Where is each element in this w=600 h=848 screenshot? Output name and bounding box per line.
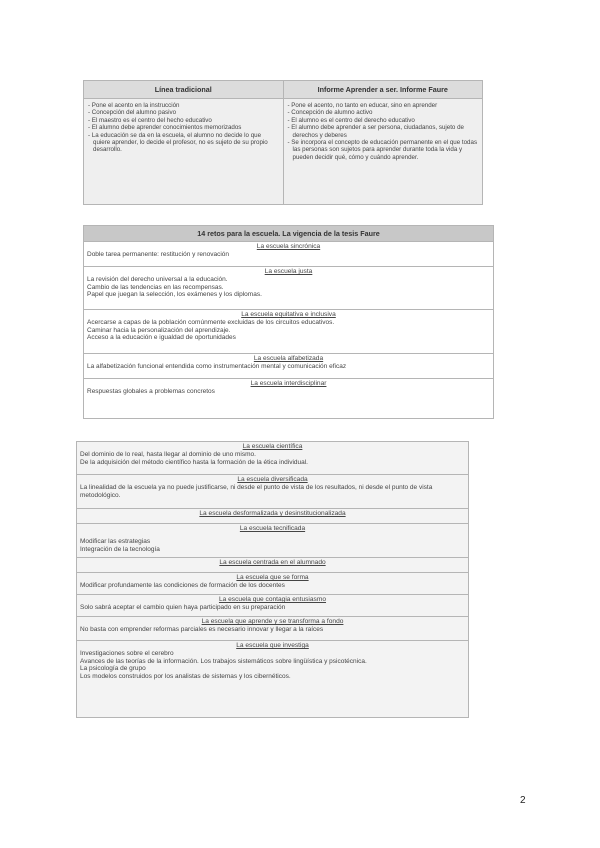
table-row xyxy=(77,595,468,617)
list-item: - La educación se da en la escuela, el alumno no decide lo que quiere aprender, lo decide el profesor, no es sujeto de su propio desarrollo. xyxy=(87,132,280,154)
section-heading: La escuela que contagia entusiasmo xyxy=(218,596,327,603)
table-row xyxy=(77,617,468,641)
challenges-table-continued xyxy=(76,441,469,718)
section-line: La psicología de grupo xyxy=(80,665,146,673)
traditional-column xyxy=(84,99,284,204)
section-heading: La escuela científica xyxy=(242,443,303,450)
list-item: - Concepción del alumno pasivo xyxy=(87,109,280,116)
section-line: De la adquisición del método científico hasta la formación de la ética individual. xyxy=(80,458,308,466)
table-row xyxy=(77,641,468,717)
section-line: Solo sabrá aceptar el cambio quien haya participado en su preparación xyxy=(80,604,286,611)
table-row xyxy=(77,509,468,524)
section-line: Caminar hacia la personalización del aprendizaje. xyxy=(87,326,231,334)
comparison-table xyxy=(83,80,483,205)
section-heading: La escuela justa xyxy=(264,268,313,275)
table-row xyxy=(84,242,493,267)
list-item: - Pone el acento en la instrucción xyxy=(87,102,280,109)
section-line: Papel que juegan la selección, los exámenes y los diplomas. xyxy=(87,291,262,299)
table-row xyxy=(84,310,493,354)
comparison-table-body xyxy=(84,99,482,204)
section-line: Investigaciones sobre el cerebro xyxy=(80,650,174,657)
header-traditional: Línea tradicional xyxy=(84,81,284,98)
section-line: Los modelos construidos por los analistas de sistemas y los cibernéticos. xyxy=(80,672,291,680)
section-heading: La escuela que se forma xyxy=(236,574,309,581)
list-item: - El maestro es el centro del hecho educativo xyxy=(87,117,280,124)
section-line: Acceso a la educación e igualdad de oportunidades xyxy=(87,334,236,342)
section-heading: La escuela interdisciplinar xyxy=(250,380,327,387)
section-line: Del dominio de lo real, hasta llegar al dominio de uno mismo. xyxy=(80,451,256,458)
section-heading: La escuela que investiga xyxy=(236,642,309,649)
section-heading: La escuela sincrónica xyxy=(256,243,321,250)
list-item: - El alumno debe aprender conocimientos memorizados xyxy=(87,124,280,131)
section-line: Respuestas globales a problemas concretos xyxy=(87,388,215,395)
section-line: Integración de la tecnología xyxy=(80,545,160,553)
section-line: La revisión del derecho universal a la educación. xyxy=(87,276,228,283)
header-faure: Informe Aprender a ser. Informe Faure xyxy=(317,85,448,94)
section-line: Modificar profundamente las condiciones de formación de los docentes xyxy=(80,582,285,589)
table-row xyxy=(84,354,493,379)
comparison-table-header xyxy=(84,81,482,99)
section-line: Modificar las estrategias xyxy=(80,538,151,545)
section-heading: La escuela que aprende y se transforma a fondo xyxy=(201,618,344,625)
section-heading: La escuela centrada en el alumnado xyxy=(219,559,326,566)
section-heading: La escuela diversificada xyxy=(237,476,308,483)
section-heading: La escuela alfabetizada xyxy=(253,355,324,362)
page-number: 2 xyxy=(520,795,526,806)
section-heading: La escuela desformalizada y desinstitucionalizada xyxy=(199,510,346,517)
list-item: - Se incorpora el concepto de educación permanente en el que todas las personas son sujetos para aprender durante toda la vida y pueden decidir qué, cómo y cuándo aprender. xyxy=(287,139,480,161)
table-row xyxy=(77,573,468,595)
challenges-table-title: 14 retos para la escuela. La vigencia de la tesis Faure xyxy=(84,226,493,242)
faure-column xyxy=(284,99,483,204)
challenges-table xyxy=(83,225,494,419)
list-item: - El alumno es el centro del derecho educativo xyxy=(287,117,480,124)
table-row xyxy=(84,379,493,403)
section-line: Acercarse a capas de la población comúnmente excluidas de los circuitos educativos. xyxy=(87,319,335,326)
section-line: Doble tarea permanente: restitución y renovación xyxy=(87,251,229,258)
table-row xyxy=(77,558,468,573)
table-row xyxy=(84,267,493,310)
section-line: Avances de las teorías de la información. Los trabajos sistemáticos sobre lingüística y psicotécnica. xyxy=(80,657,367,665)
section-heading: La escuela tecnificada xyxy=(239,525,306,532)
table-row xyxy=(77,475,468,509)
section-line: No basta con emprender reformas parciales es necesario innovar y llegar a la raíces xyxy=(80,626,324,633)
section-line: La linealidad de la escuela ya no puede justificarse, ni desde el punto de vista de los resultados, ni desde el punto de vista metodológico. xyxy=(80,484,433,499)
section-heading: La escuela equitativa e inclusiva xyxy=(241,311,336,318)
section-line: Cambio de las tendencias en las recompensas. xyxy=(87,283,224,291)
table-row xyxy=(77,524,468,558)
table-row xyxy=(77,442,468,475)
list-item: - Concepción de alumno activo xyxy=(287,109,480,116)
list-item: - El alumno debe aprender a ser persona, ciudadanos, sujeto de derechos y deberes xyxy=(287,124,480,139)
list-item: - Pone el acento, no tanto en educar, sino en aprender xyxy=(287,102,480,109)
section-line: La alfabetización funcional entendida como instrumentación mental y comunicación eficaz xyxy=(87,363,347,370)
